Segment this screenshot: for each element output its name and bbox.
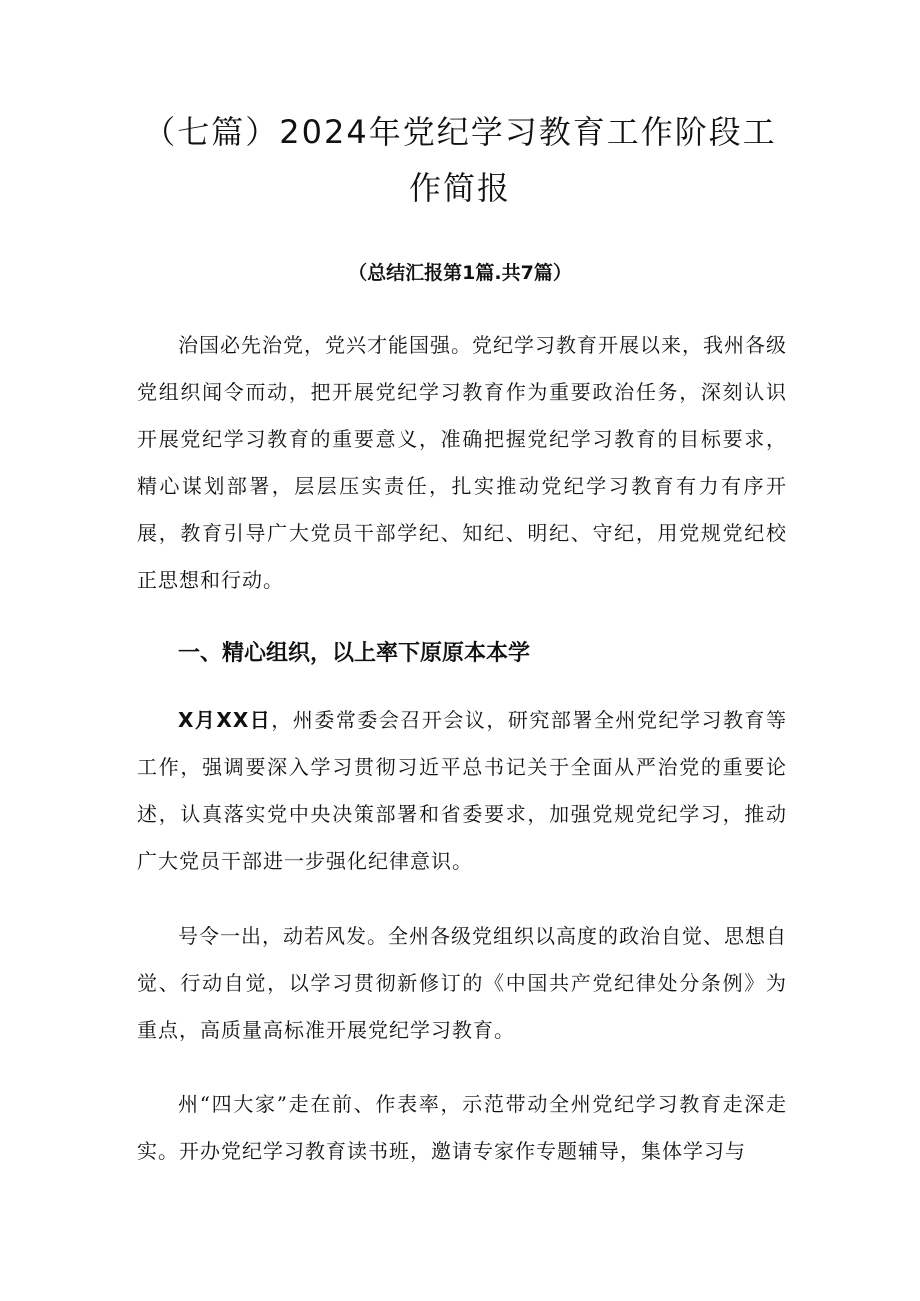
intro-paragraph: 治国必先治党，党兴才能国强。党纪学习教育开展以来，我州各级党组织闻令而动，把开展党纪学习教育作为重要政治任务，深刻认识开展党纪学习教育的重要意义，准确把握党纪学习教育的目标要求，精心谋划部署，层层压实责任，扎实推动党纪学习教育有力有序开展，教育引导广大党员干部学纪、知纪、明纪、守纪，用党规党纪校正思想和行动。 — [137, 333, 787, 592]
meeting-text: ，州委常委会召开会议，研究部署全州党纪学习教育等工作，强调要深入学习贯彻习近平总书记关于全面从严治党的重要论述，认真落实党中央决策部署和省委要求，加强党规党纪学习，推动广大党员干部进一步强化纪律意识。 — [137, 708, 787, 873]
meeting-date: X月XX日 — [178, 708, 272, 732]
mobilization-paragraph: 号令一出，动若风发。全州各级党组织以高度的政治自觉、思想自觉、行动自觉，以学习贯彻新修订的《中国共产党纪律处分条例》为重点，高质量高标准开展党纪学习教育。 — [137, 924, 787, 1042]
meeting-paragraph — [137, 697, 787, 885]
document-subtitle: （总结汇报第1篇.共7篇） — [348, 262, 572, 284]
leadership-paragraph: 州“四大家”走在前、作表率，示范带动全州党纪学习教育走深走实。开办党纪学习教育读书班，邀请专家作专题辅导，集体学习与 — [137, 1092, 787, 1163]
document-title: （七篇）2024年党纪学习教育工作阶段工作简报 — [143, 113, 777, 207]
section-heading: 一、精心组织，以上率下原原本本学 — [178, 641, 531, 666]
